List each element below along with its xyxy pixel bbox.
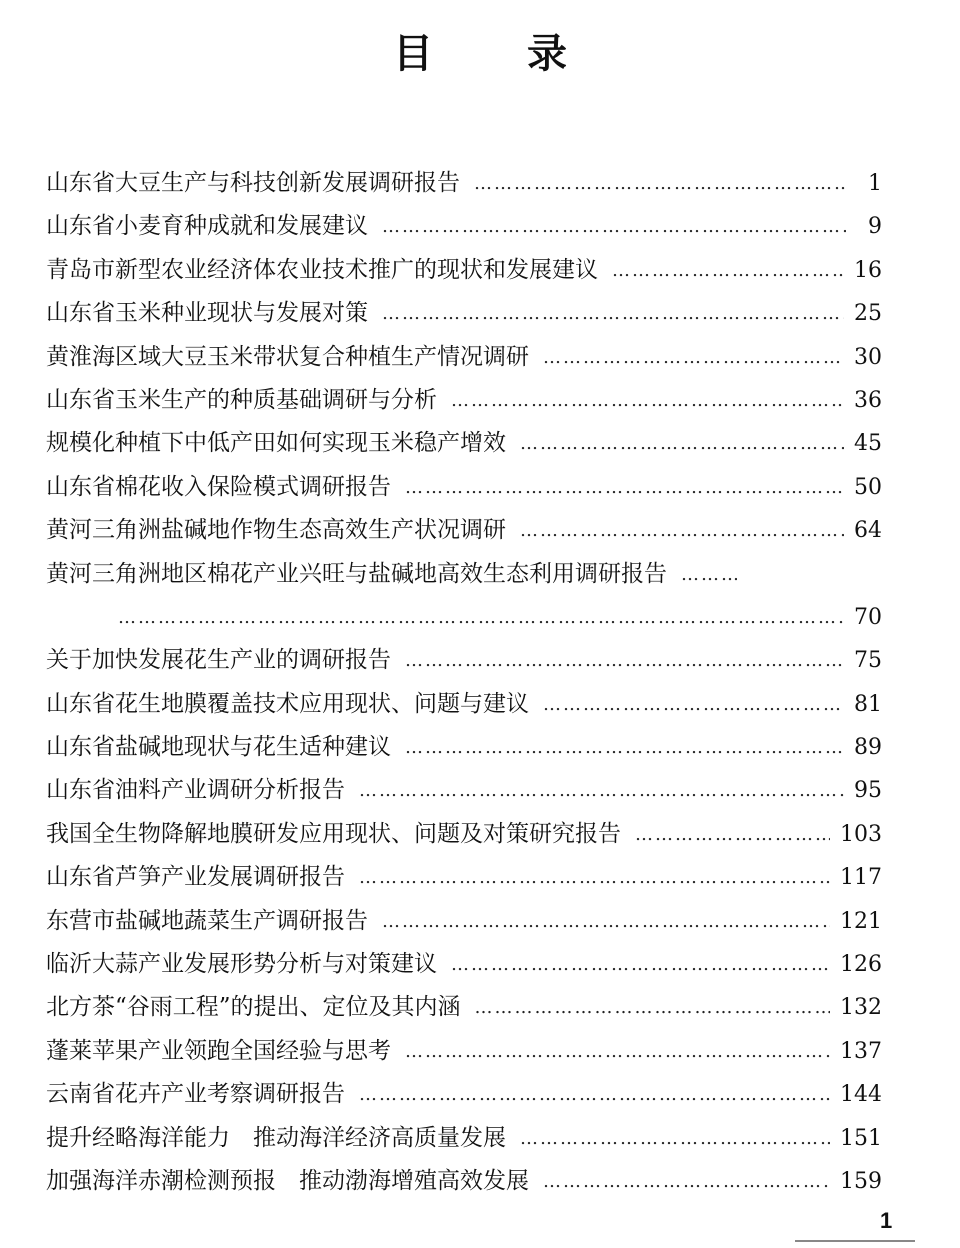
toc-entry-title: 山东省玉米生产的种质基础调研与分析 — [46, 386, 437, 413]
dot-leader — [635, 813, 830, 856]
toc-entry-title: 山东省棉花收入保险模式调研报告 — [46, 473, 391, 500]
toc-entry[interactable] — [46, 639, 882, 682]
toc-entry[interactable] — [46, 379, 882, 422]
toc-entry-title: 蓬莱苹果产业领跑全国经验与思考 — [46, 1037, 391, 1064]
toc-entry-title: 北方茶“谷雨工程”的提出、定位及其内涵 — [46, 994, 461, 1021]
toc-entry[interactable] — [46, 1160, 882, 1203]
dot-leader — [451, 943, 830, 986]
dot-leader — [451, 379, 844, 422]
toc-entry-page: 117 — [840, 865, 882, 891]
page-title: 目 录 — [393, 30, 607, 77]
dot-leader — [543, 683, 844, 726]
toc-entry[interactable] — [46, 1073, 882, 1116]
dot-leader — [543, 1160, 830, 1203]
page-number: 1 — [880, 1208, 893, 1233]
toc-entry[interactable] — [46, 943, 882, 986]
toc-entry-page: 25 — [854, 301, 882, 327]
toc-entry-page: 126 — [840, 952, 882, 978]
toc-entry-page: 151 — [840, 1125, 882, 1151]
toc-entry[interactable] — [46, 1117, 882, 1160]
dot-leader — [681, 553, 737, 596]
toc-entry-page: 132 — [840, 995, 882, 1021]
dot-leader — [474, 162, 846, 205]
dot-leader — [612, 249, 844, 292]
toc-entry-title: 东营市盐碱地蔬菜生产调研报告 — [46, 907, 368, 934]
toc-entry-title: 我国全生物降解地膜研发应用现状、问题及对策研究报告 — [46, 820, 621, 847]
toc-entry[interactable] — [46, 466, 882, 509]
toc-entry-page: 81 — [854, 691, 882, 717]
toc-entry[interactable] — [46, 553, 882, 596]
toc-entry-page: 1 — [868, 170, 882, 196]
toc-entry-title: 关于加快发展花生产业的调研报告 — [46, 647, 391, 674]
toc-entry[interactable] — [46, 509, 882, 552]
toc-entry-title: 黄河三角洲地区棉花产业兴旺与盐碱地高效生态利用调研报告 — [46, 560, 667, 587]
dot-leader — [382, 292, 844, 335]
toc-entry-title: 山东省玉米种业现状与发展对策 — [46, 300, 368, 327]
toc-entry-page: 144 — [840, 1082, 882, 1108]
toc-entry[interactable] — [46, 683, 882, 726]
toc-entry[interactable] — [46, 162, 882, 205]
dot-leader — [475, 986, 830, 1029]
toc-entry-title: 山东省油料产业调研分析报告 — [46, 777, 345, 804]
dot-leader — [118, 596, 844, 639]
toc-entry-page: 9 — [868, 214, 882, 240]
toc-entry-title: 黄河三角洲盐碱地作物生态高效生产状况调研 — [46, 517, 506, 544]
toc-entry[interactable] — [46, 249, 882, 292]
toc-entry[interactable] — [46, 726, 882, 769]
toc-entry-page: 95 — [854, 778, 882, 804]
dot-leader — [520, 1117, 830, 1160]
toc-entry[interactable] — [46, 1030, 882, 1073]
table-of-contents — [46, 162, 882, 1203]
toc-entry[interactable] — [46, 422, 882, 465]
toc-entry-page: 45 — [854, 431, 882, 457]
toc-entry[interactable] — [46, 769, 882, 812]
toc-entry-page: 50 — [854, 474, 882, 500]
dot-leader — [405, 1030, 830, 1073]
toc-entry-title: 山东省小麦育种成就和发展建议 — [46, 213, 368, 240]
dot-leader — [520, 422, 844, 465]
toc-entry-title: 云南省花卉产业考察调研报告 — [46, 1081, 345, 1108]
toc-entry-page: 16 — [854, 257, 882, 283]
toc-entry[interactable] — [46, 292, 882, 335]
toc-entry-page: 137 — [840, 1038, 882, 1064]
toc-entry[interactable] — [46, 986, 882, 1029]
toc-entry[interactable] — [46, 336, 882, 379]
toc-entry-title: 山东省盐碱地现状与花生适种建议 — [46, 734, 391, 761]
toc-entry-page: 36 — [854, 387, 882, 413]
toc-entry-title: 黄淮海区域大豆玉米带状复合种植生产情况调研 — [46, 343, 529, 370]
dot-leader — [405, 726, 844, 769]
dot-leader — [520, 509, 844, 552]
toc-entry-page: 121 — [840, 908, 882, 934]
toc-entry-page: 30 — [854, 344, 882, 370]
toc-entry-title: 山东省芦笋产业发展调研报告 — [46, 864, 345, 891]
toc-entry[interactable] — [46, 813, 882, 856]
toc-entry-title: 加强海洋赤潮检测预报 推动渤海增殖高效发展 — [46, 1167, 529, 1194]
toc-entry-title: 临沂大蒜产业发展形势分析与对策建议 — [46, 951, 437, 978]
dot-leader — [405, 466, 844, 509]
dot-leader — [359, 769, 844, 812]
dot-leader — [359, 856, 830, 899]
toc-entry-title: 青岛市新型农业经济体农业技术推广的现状和发展建议 — [46, 256, 598, 283]
toc-entry[interactable] — [46, 205, 882, 248]
toc-entry[interactable] — [46, 900, 882, 943]
toc-entry-page: 89 — [854, 735, 882, 761]
toc-entry-page: 75 — [854, 648, 882, 674]
dot-leader — [405, 639, 844, 682]
toc-entry-page: 159 — [840, 1168, 882, 1194]
dot-leader — [359, 1073, 830, 1116]
dot-leader — [543, 336, 844, 379]
toc-entry-title: 山东省花生地膜覆盖技术应用现状、问题与建议 — [46, 690, 529, 717]
dot-leader — [382, 205, 846, 248]
toc-entry-page: 70 — [854, 604, 882, 630]
toc-entry-title: 提升经略海洋能力 推动海洋经济高质量发展 — [46, 1124, 506, 1151]
dot-leader — [382, 900, 830, 943]
toc-entry-title: 山东省大豆生产与科技创新发展调研报告 — [46, 169, 460, 196]
toc-entry-page: 64 — [854, 518, 882, 544]
toc-entry[interactable] — [46, 856, 882, 899]
toc-entry-page: 103 — [840, 821, 882, 847]
toc-entry-title: 规模化种植下中低产田如何实现玉米稳产增效 — [46, 430, 506, 457]
toc-entry-continuation[interactable] — [46, 596, 882, 639]
footer-divider — [795, 1240, 915, 1242]
